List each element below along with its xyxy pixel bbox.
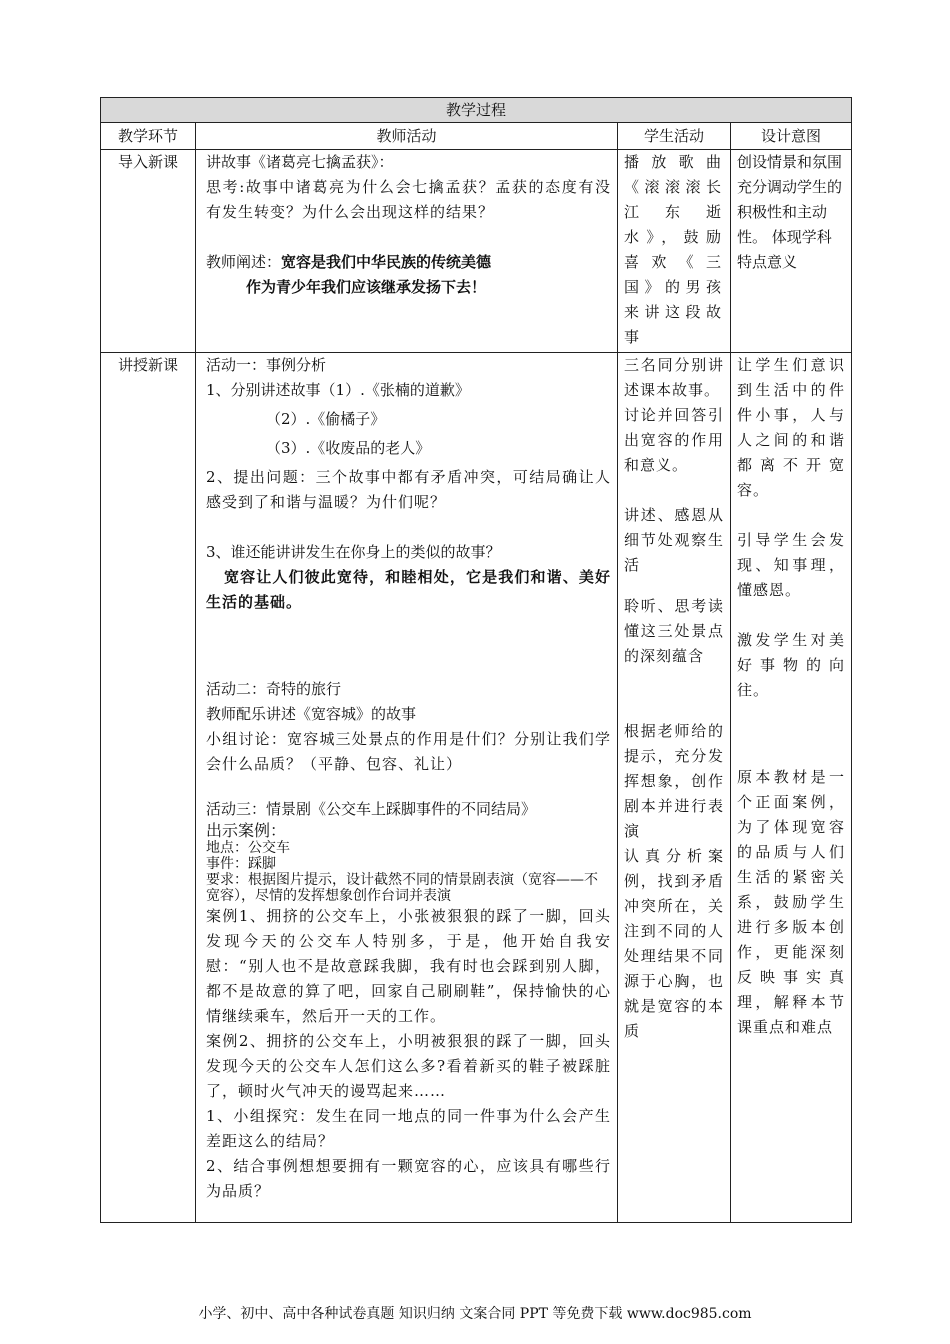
design-note-4: 原本教材是一个正面案例，为了体现宽容的品质与人们生活的紧密关系，鼓励学生进行多版本创作，更能深刻反映事实真理，解释本节课重点和难点 [737,768,846,1036]
activity3-case1: 案例1、拥挤的公交车上，小张被狠狠的踩了一脚，回头发现今天的公交车人特别多，于是，他开始自我安慰：“别人也不是故意踩我脚，我有时也会踩到别人脚，都不是故意的算了吧，回家自己刷刷鞋”，保持愉快的心情继续乘车，然后开一天的工作。 [206,907,611,1025]
student-note-5: 根据老师给的提示，充分发挥想象，创作剧本并进行表演 [624,722,724,840]
activity2-line2: 小组讨论：宽容城三处景点的作用是什们？分别让我们学会什么品质？（平静、包容、礼让） [206,730,611,773]
table-header-row [101,123,852,150]
activity1-q2: 2、提出问题：三个故事中都有矛盾冲突，可结局确让人感受到了和谐与温暖？为什们呢？ [206,468,611,511]
activity3-case2: 案例2、拥挤的公交车上，小明被狠狠的踩了一脚，回头发现今天的公交车人怎们这么多?看着新买的鞋子被踩脏了，顿时火气冲天的谩骂起来…… [206,1032,611,1100]
activity1-title: 活动一：事例分析 [206,356,327,374]
student-cell-intro: 播放歌曲《滚滚滚长江东逝水》，鼓励喜欢《三国》的男孩来讲这段故事 [618,150,731,353]
page-footer: 小学、初中、高中各种试卷真题 知识归纳 文案合同 PPT 等免费下载 www.doc985.com [198,1306,752,1322]
design-cell-teach [731,353,852,1223]
header-design: 设计意图 [731,123,852,150]
table-row [101,150,852,353]
design-note-2: 引导学生会发现、知事理，懂感恩。 [737,531,846,599]
student-cell-teach [618,353,731,1223]
activity1-q1b: （2）.《偷橘子》 [266,410,386,428]
activity2-line1: 教师配乐讲述《宽容城》的故事 [206,705,417,723]
intro-statement: 教师阐述：宽容是我们中华民族的传统美德 [206,253,492,271]
student-note-2: 讨论并回答引出宽容的作用和意义。 [624,406,724,474]
activity3-requirement: 要求：根据图片提示，设计截然不同的情景剧表演（宽容——不宽容），尽情的发挥想象创作台词并表演 [206,872,598,904]
student-note-1: 三名同分别讲述课本故事。 [624,356,724,399]
teaching-process-table [100,97,852,1223]
activity1-q1: 1、分别讲述故事（1）.《张楠的道歉》 [206,381,470,399]
table-title: 教学过程 [101,98,852,123]
intro-question: 思考:故事中诸葛亮为什么会七擒孟获？孟获的态度有没有发生转变？为什么会出现这样的结果？ [206,178,611,221]
header-stage: 教学环节 [101,123,196,150]
activity3-case-title: 出示案例： [206,821,287,840]
intro-statement-2: 作为青少年我们应该继承发扬下去！ [246,278,487,296]
student-note-3: 讲述、感恩从细节处观察生活 [624,506,724,574]
activity3-title: 活动三：情景剧《公交车上踩脚事件的不同结局》 [206,800,537,818]
header-teacher: 教师活动 [196,123,618,150]
activity1-q3: 3、谁还能讲讲发生在你身上的类似的故事？ [206,543,501,561]
design-cell-intro: 创设情景和氛围 充分调动学生的积极性和主动性。 体现学科特点意义 [731,150,852,353]
student-note-6: 认真分析案例，找到矛盾冲突所在，关注到不同的人处理结果不同源于心胸，也就是宽容的本质 [624,847,724,1040]
stage-cell-intro: 导入新课 [101,150,196,353]
activity1-q1c: （3）.《收废品的老人》 [266,439,431,457]
design-note-3: 激发学生对美好事物的向往。 [737,631,846,699]
table-title-row [101,98,852,123]
activity3-q2: 2、结合事例想想要拥有一颗宽容的心，应该具有哪些行为品质？ [206,1157,611,1200]
intro-story: 讲故事《诸葛亮七擒孟获》： [206,153,394,171]
design-note-1: 让学生们意识到生活中的件件小事，人与人之间的和谐都离不开宽容。 [737,356,846,499]
activity3-place: 地点：公交车 [206,840,290,856]
activity3-q1: 1、小组探究：发生在同一地点的同一件事为什么会产生差距这么的结局？ [206,1107,611,1150]
teacher-cell-teach [196,353,618,1223]
activity1-summary: 宽容让人们彼此宽待，和睦相处，它是我们和谐、美好生活的基础。 [206,568,611,611]
stage-cell-teach: 讲授新课 [101,353,196,1223]
header-student: 学生活动 [618,123,731,150]
table-row [101,353,852,1223]
teacher-cell-intro [196,150,618,353]
student-note-4: 聆听、思考读懂这三处景点的深刻蕴含 [624,597,724,665]
activity3-event: 事件：踩脚 [206,856,276,872]
activity2-title: 活动二：奇特的旅行 [206,680,342,698]
